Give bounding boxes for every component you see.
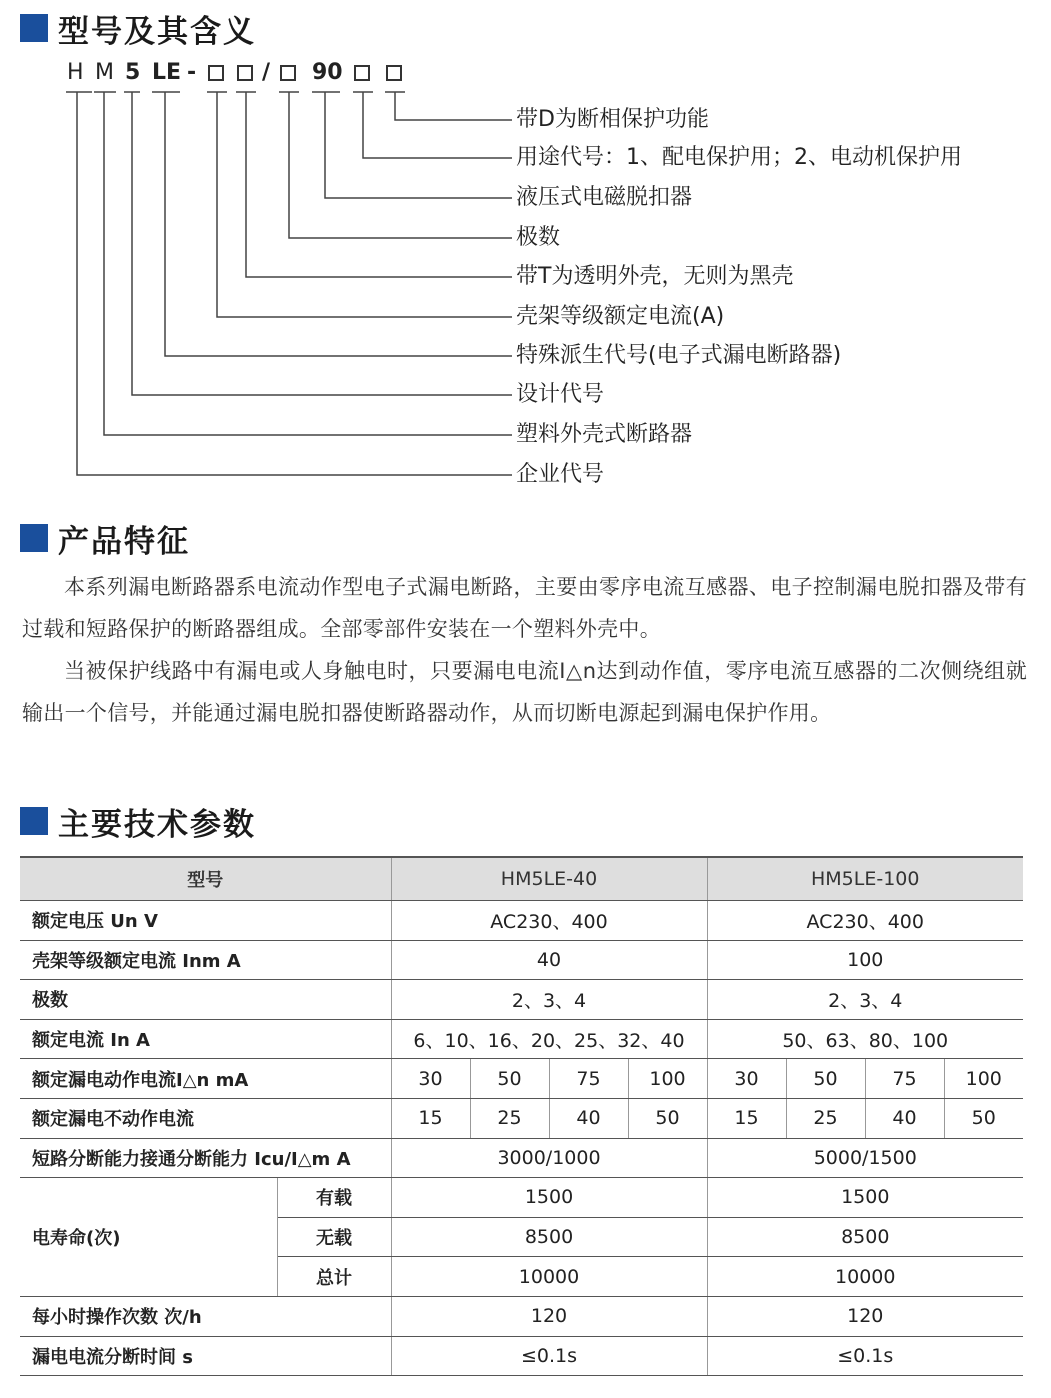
cell: 120 <box>707 1296 1023 1336</box>
cell: 10000 <box>707 1257 1023 1297</box>
cell: 40 <box>865 1098 944 1138</box>
table-row <box>20 1098 1023 1138</box>
legend-item: 特殊派生代号(电子式漏电断路器) <box>516 343 842 368</box>
header-model-2: HM5LE-100 <box>707 857 1023 901</box>
code-char-90: 90 <box>312 60 343 85</box>
row-label: 漏电电流分断时间 s <box>20 1336 391 1376</box>
cell: 30 <box>707 1059 786 1099</box>
cell: ≤0.1s <box>707 1336 1023 1376</box>
table-row <box>20 1138 1023 1178</box>
row-label: 极数 <box>20 980 391 1020</box>
table-row <box>20 1336 1023 1376</box>
cell: 3000/1000 <box>391 1138 707 1178</box>
cell: 6、10、16、20、25、32、40 <box>391 1019 707 1059</box>
legend-item: 用途代号：1、配电保护用；2、电动机保护用 <box>516 145 962 170</box>
table-row <box>20 1019 1023 1059</box>
code-char-m: M <box>95 60 114 85</box>
sub-label: 有载 <box>277 1178 391 1218</box>
cell: 2、3、4 <box>707 980 1023 1020</box>
code-char-h: H <box>67 60 84 85</box>
features-text <box>22 566 1027 734</box>
paragraph: 当被保护线路中有漏电或人身触电时，只要漏电电流I△n达到动作值，零序电流互感器的二次侧绕组就输出一个信号，并能通过漏电脱扣器使断路器动作，从而切断电源起到漏电保护作用。 <box>22 659 1027 725</box>
cell: 100 <box>707 940 1023 980</box>
cell: ≤0.1s <box>391 1336 707 1376</box>
legend-item: 塑料外壳式断路器 <box>516 422 693 447</box>
cell: 50 <box>628 1098 707 1138</box>
cell: 1500 <box>391 1178 707 1218</box>
section-header-features <box>20 518 190 558</box>
row-label: 额定漏电不动作电流 <box>20 1098 391 1138</box>
legend-item: 带D为断相保护功能 <box>516 107 709 132</box>
row-label: 额定漏电动作电流I△n mA <box>20 1059 391 1099</box>
section-marker-icon <box>20 807 48 835</box>
section-header-params <box>20 801 256 841</box>
legend-item: 带T为透明外壳，无则为黑壳 <box>516 264 794 289</box>
section-title: 型号及其含义 <box>58 13 256 50</box>
cell: 50、63、80、100 <box>707 1019 1023 1059</box>
row-label: 壳架等级额定电流 Inm A <box>20 940 391 980</box>
cell: 75 <box>865 1059 944 1099</box>
section-title: 产品特征 <box>58 523 190 560</box>
cell: AC230、400 <box>391 901 707 941</box>
cell: 5000/1500 <box>707 1138 1023 1178</box>
code-char-le: LE <box>152 60 182 85</box>
cell: 15 <box>391 1098 470 1138</box>
paragraph: 本系列漏电断路器系电流动作型电子式漏电断路，主要由零序电流互感器、电子控制漏电脱扣器及带有过载和短路保护的断路器组成。全部零部件安装在一个塑料外壳中。 <box>22 575 1027 641</box>
cell: 120 <box>391 1296 707 1336</box>
cell: 25 <box>470 1098 549 1138</box>
cell: 25 <box>786 1098 865 1138</box>
row-label: 短路分断能力接通分断能力 Icu/I△m A <box>20 1138 391 1178</box>
section-marker-icon <box>20 524 48 552</box>
cell: 40 <box>391 940 707 980</box>
spec-table <box>20 856 1023 1376</box>
cell: 100 <box>944 1059 1023 1099</box>
cell: 2、3、4 <box>391 980 707 1020</box>
code-slash: / <box>262 60 271 85</box>
legend-item: 极数 <box>516 225 561 250</box>
cell: 100 <box>628 1059 707 1099</box>
code-dash: - <box>187 60 197 85</box>
table-row <box>20 1059 1023 1099</box>
cell: 10000 <box>391 1257 707 1297</box>
table-row <box>20 901 1023 941</box>
table-row <box>20 1178 1023 1218</box>
row-label: 电寿命(次) <box>20 1178 277 1297</box>
cell: 8500 <box>707 1217 1023 1257</box>
row-label: 额定电压 Un V <box>20 901 391 941</box>
legend-item: 壳架等级额定电流(A) <box>516 304 725 329</box>
table-row <box>20 1296 1023 1336</box>
sub-label: 无载 <box>277 1217 391 1257</box>
table-row <box>20 980 1023 1020</box>
cell: 50 <box>786 1059 865 1099</box>
cell: 1500 <box>707 1178 1023 1218</box>
legend-item: 设计代号 <box>516 382 605 407</box>
header-label: 型号 <box>20 857 391 901</box>
sub-label: 总计 <box>277 1257 391 1297</box>
cell: 15 <box>707 1098 786 1138</box>
cell: 40 <box>549 1098 628 1138</box>
table-header-row <box>20 857 1023 901</box>
row-label: 额定电流 In A <box>20 1019 391 1059</box>
legend-item: 液压式电磁脱扣器 <box>516 185 693 210</box>
cell: 75 <box>549 1059 628 1099</box>
cell: 50 <box>470 1059 549 1099</box>
legend-item: 企业代号 <box>516 462 605 487</box>
cell: 50 <box>944 1098 1023 1138</box>
table-row <box>20 940 1023 980</box>
row-label: 每小时操作次数 次/h <box>20 1296 391 1336</box>
code-char-5: 5 <box>125 60 141 85</box>
header-model-1: HM5LE-40 <box>391 857 707 901</box>
cell: 30 <box>391 1059 470 1099</box>
cell: AC230、400 <box>707 901 1023 941</box>
section-title: 主要技术参数 <box>58 806 256 843</box>
cell: 8500 <box>391 1217 707 1257</box>
